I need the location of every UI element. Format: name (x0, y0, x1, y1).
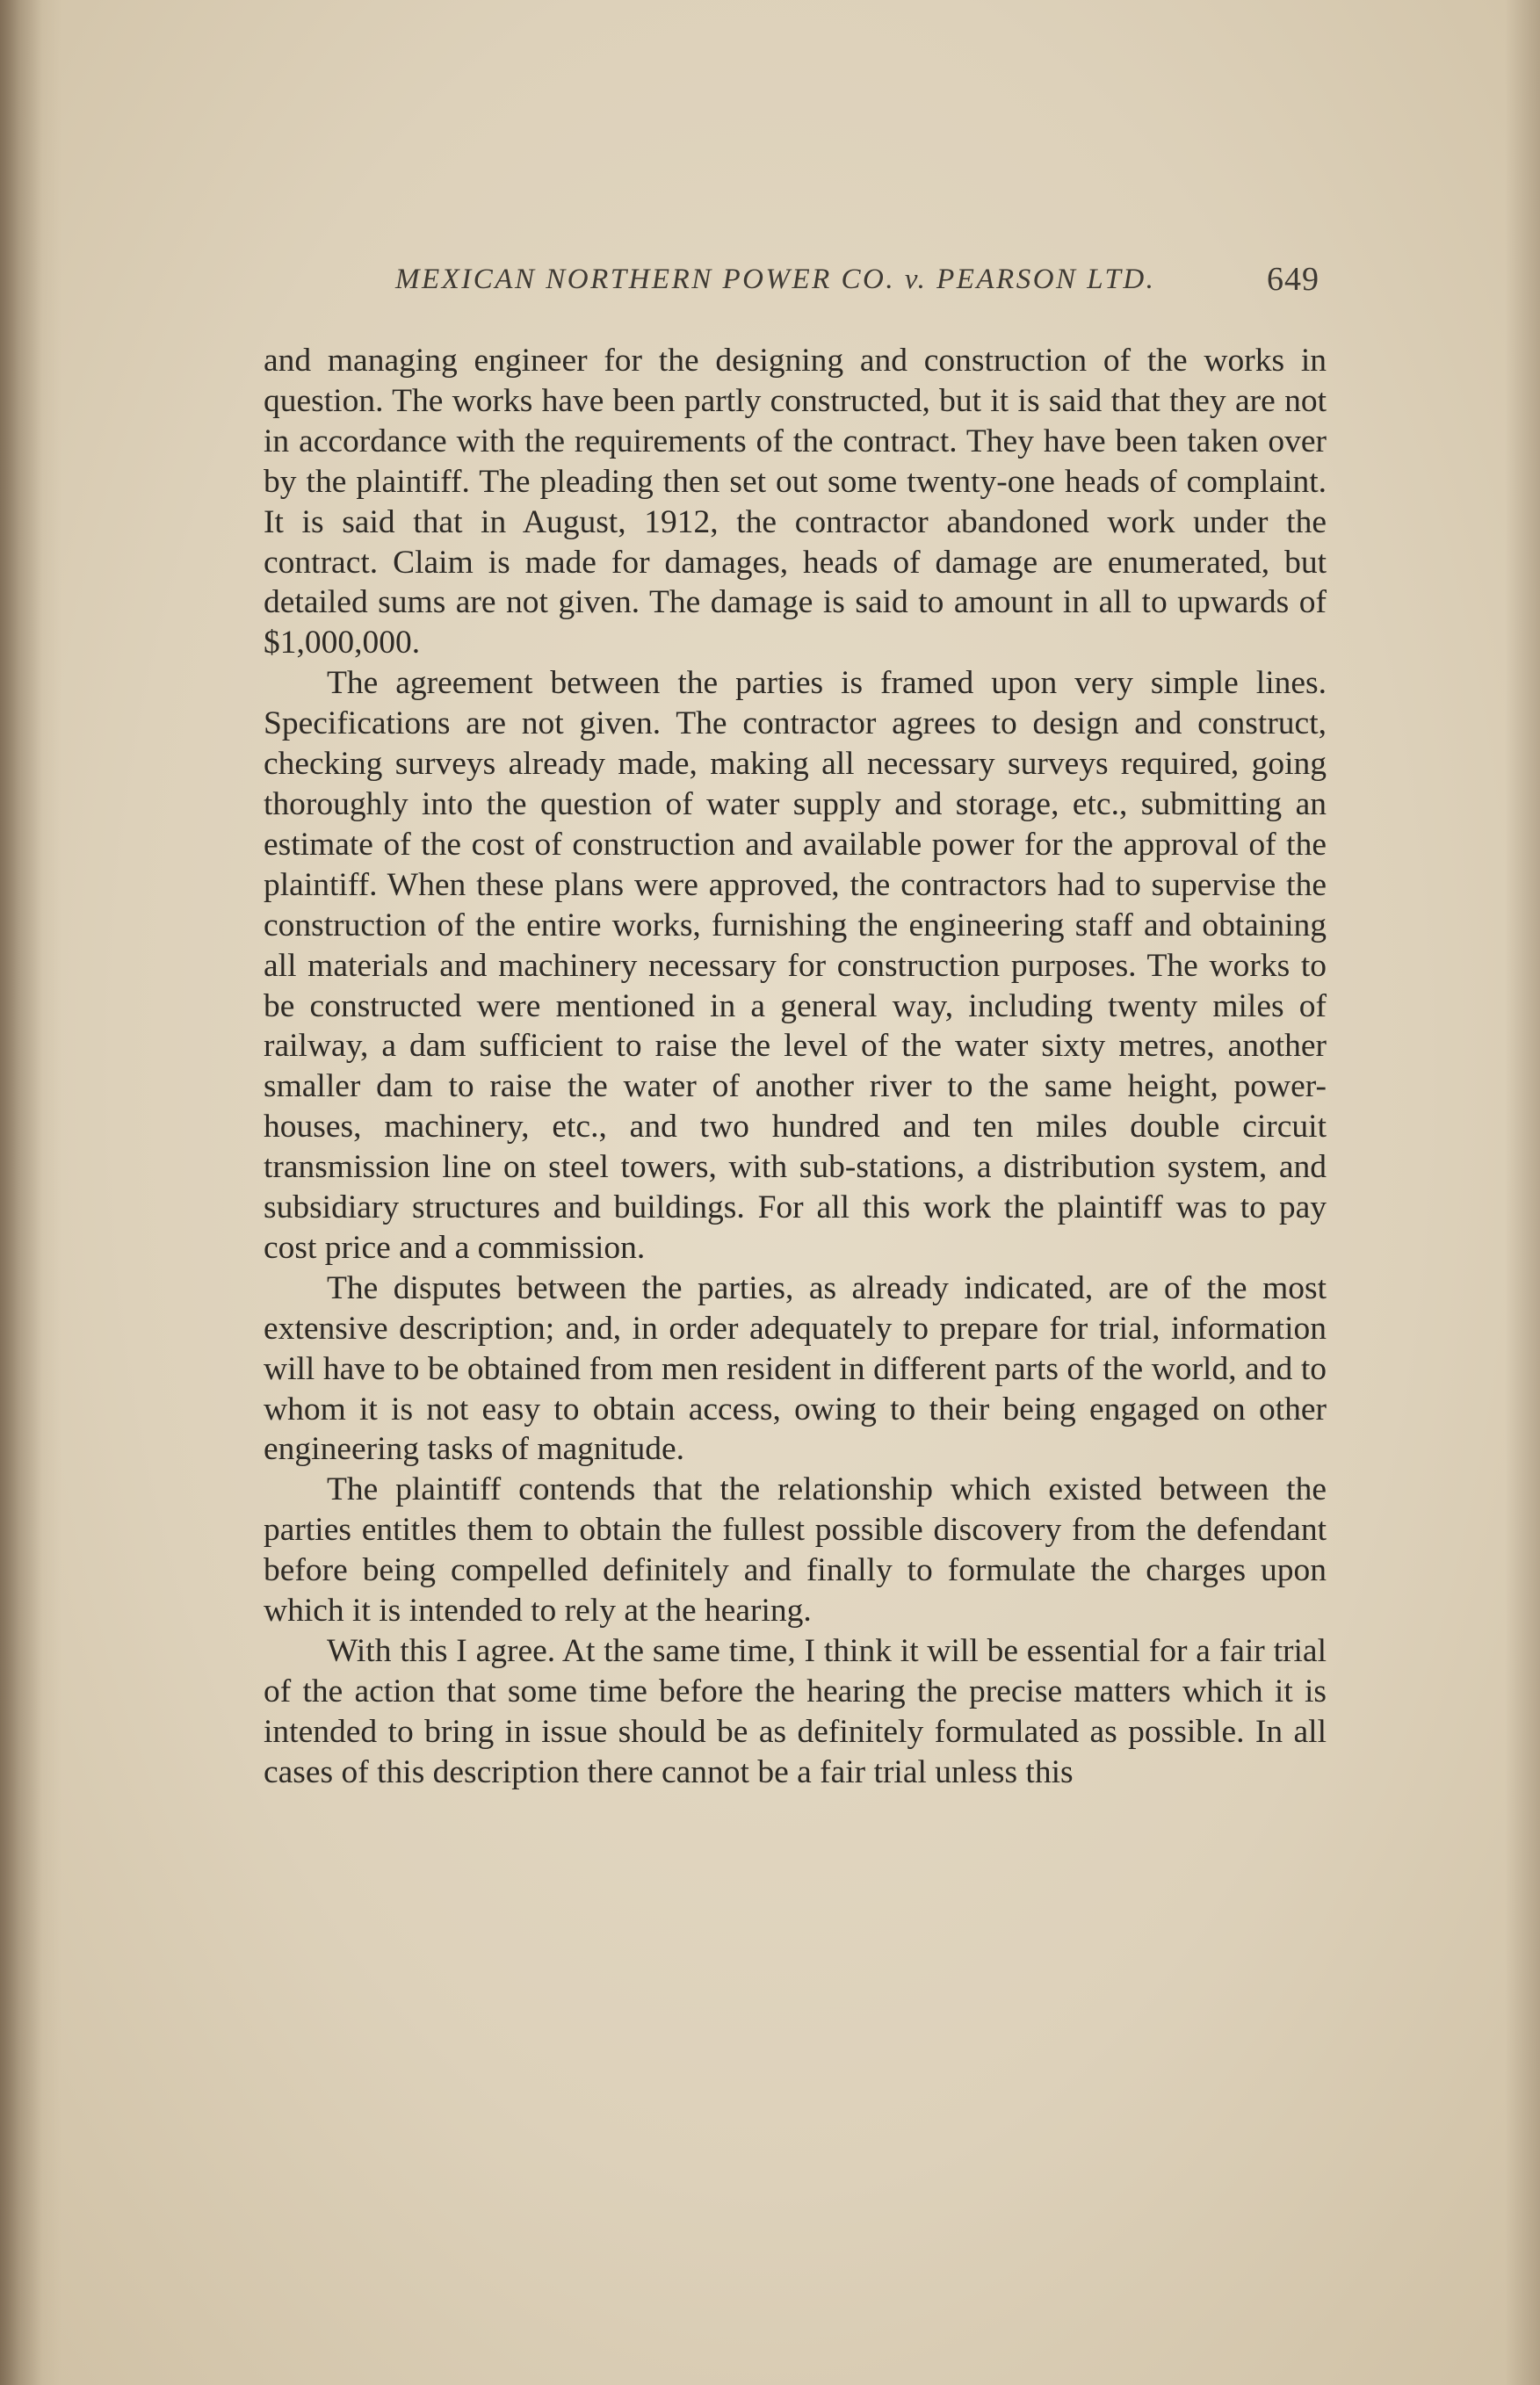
paragraph: and managing engineer for the designing and construction of the works in question. The works have been partly constructed, but it is said that they are not in accordance with the requirements of the contract. They have been taken over by the plaintiff. The pleading then set out some twenty-one heads of complaint. It is said that in August, 1912, the contractor abandoned work under the contract. Claim is made for damages, heads of damage are enumerated, but detailed sums are not given. The damage is said to amount in all to upwards of $1,000,000. (264, 343, 1327, 661)
paragraph: The agreement between the parties is framed upon very simple lines. Specifications are not given. The contractor agrees to design and construct, checking surveys already made, making all necessary surveys required, going thoroughly into the question of water supply and storage, etc., submitting an estimate of the cost of construction and available power for the approval of the plaintiff. When these plans were approved, the contractors had to supervise the construction of the entire works, furnishing the engineering staff and obtaining all materials and machinery necessary for construction purposes. The works to be constructed were mentioned in a general way, including twenty miles of railway, a dam sufficient to raise the level of the water sixty metres, another smaller dam to raise the water of another river to the same height, power-houses, machinery, etc., and two hundred and ten miles double circuit transmission line on steel towers, with sub-stations, a distribution system, and subsidiary structures and buildings. For all this work the plaintiff was to pay cost price and a commission. (264, 665, 1327, 1266)
running-head (264, 261, 1335, 307)
running-title: MEXICAN NORTHERN POWER CO. v. PEARSON LTD. (395, 264, 1156, 295)
paragraph: The plaintiff contends that the relationship which existed between the parties entitles them to obtain the fullest possible discovery from the defendant before being compelled definitely and finally to formulate the charges upon which it is intended to rely at the hearing. (264, 1471, 1327, 1630)
paragraph: The disputes between the parties, as already indicated, are of the most extensive description; and, in order adequately to prepare for trial, information will have to be obtained from men resident in different parts of the world, and to whom it is not easy to obtain access, owing to their being engaged on other engineering tasks of magnitude. (264, 1269, 1327, 1468)
page-number: 649 (1267, 261, 1319, 298)
paragraph: With this I agree. At the same time, I think it will be essential for a fair trial of the action that some time before the hearing the precise matters which it is intended to bring in issue should be as definitely formulated as possible. In all cases of this description there cannot be a fair trial unless this (264, 1633, 1327, 1790)
body-text (264, 341, 1327, 1793)
binding-shadow (0, 0, 42, 2385)
